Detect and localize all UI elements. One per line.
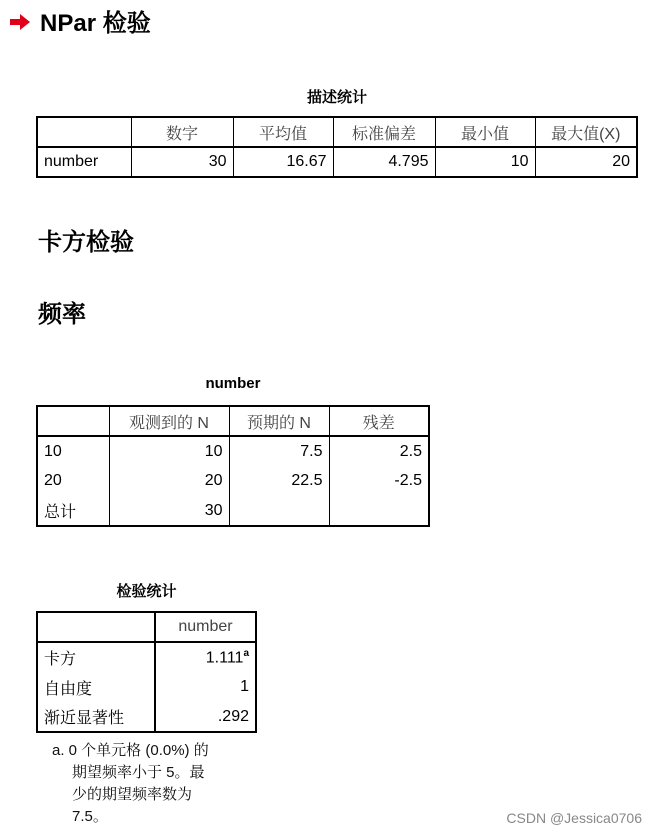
- table-header-row: [37, 117, 637, 147]
- table-cell: 4.795: [333, 147, 435, 177]
- table-row: [37, 672, 256, 702]
- frequency-heading: 频率: [38, 299, 86, 328]
- column-header: 预期的 N: [229, 406, 329, 436]
- frequency-table: [36, 405, 430, 527]
- table-cell: 1: [155, 672, 256, 702]
- table-cell: 16.67: [233, 147, 333, 177]
- test-stats-table: [36, 611, 257, 733]
- footnote-line: 期望频率小于 5。最: [72, 764, 205, 781]
- row-label: number: [44, 153, 99, 170]
- footnote: [52, 740, 252, 828]
- table-row: [37, 496, 429, 526]
- row-label: 自由度: [44, 680, 93, 698]
- table-cell: .292: [155, 702, 256, 732]
- table-cell: 10: [435, 147, 535, 177]
- table-cell: 20: [109, 466, 229, 496]
- column-header: 最小值: [435, 117, 535, 147]
- table-cell: [229, 496, 329, 526]
- table-cell: 7.5: [229, 436, 329, 466]
- footnote-line: a. 0 个单元格 (0.0%) 的: [52, 742, 209, 759]
- table-header-row: [37, 406, 429, 436]
- arrow-right-icon: [8, 10, 32, 34]
- table-cell: [155, 642, 256, 672]
- column-header: [37, 117, 131, 147]
- column-header: 最大值(X): [535, 117, 637, 147]
- table-cell: [329, 496, 429, 526]
- row-label: 20: [44, 472, 62, 489]
- column-header: number: [155, 612, 256, 642]
- column-header: [37, 612, 155, 642]
- column-header: [37, 406, 109, 436]
- table-row: [37, 642, 256, 672]
- table-row: [37, 436, 429, 466]
- column-header: 数字: [131, 117, 233, 147]
- descriptive-caption: 描述统计: [306, 89, 367, 106]
- column-header: 残差: [329, 406, 429, 436]
- table-cell: 10: [109, 436, 229, 466]
- cell-value: 1.111: [205, 649, 244, 667]
- table-header-row: [37, 612, 256, 642]
- table-cell: 22.5: [229, 466, 329, 496]
- test-stats-caption: 检验统计: [116, 583, 177, 600]
- table-row: [37, 466, 429, 496]
- row-label: 总计: [44, 504, 77, 521]
- table-row: [37, 147, 637, 177]
- footnote-line: 少的期望频率数为: [72, 786, 193, 803]
- watermark: CSDN @Jessica0706: [506, 810, 642, 826]
- row-label: 卡方: [44, 651, 77, 668]
- footnote-marker: a: [243, 647, 249, 659]
- table-cell: -2.5: [329, 466, 429, 496]
- table-cell: 2.5: [329, 436, 429, 466]
- descriptive-table: [36, 116, 638, 178]
- output-title: NPar 检验: [40, 10, 151, 37]
- table-cell: 30: [131, 147, 233, 177]
- footnote-line: 7.5。: [72, 808, 108, 825]
- table-cell: 20: [535, 147, 637, 177]
- table-row: [37, 702, 256, 732]
- column-header: 标准偏差: [333, 117, 435, 147]
- chi-square-heading: 卡方检验: [38, 227, 134, 256]
- row-label: 10: [44, 442, 62, 460]
- row-label: 渐近显著性: [44, 710, 125, 727]
- frequency-caption: number: [205, 375, 261, 392]
- column-header: 平均值: [233, 117, 333, 147]
- table-cell: 30: [109, 496, 229, 526]
- column-header: 观测到的 N: [109, 406, 229, 436]
